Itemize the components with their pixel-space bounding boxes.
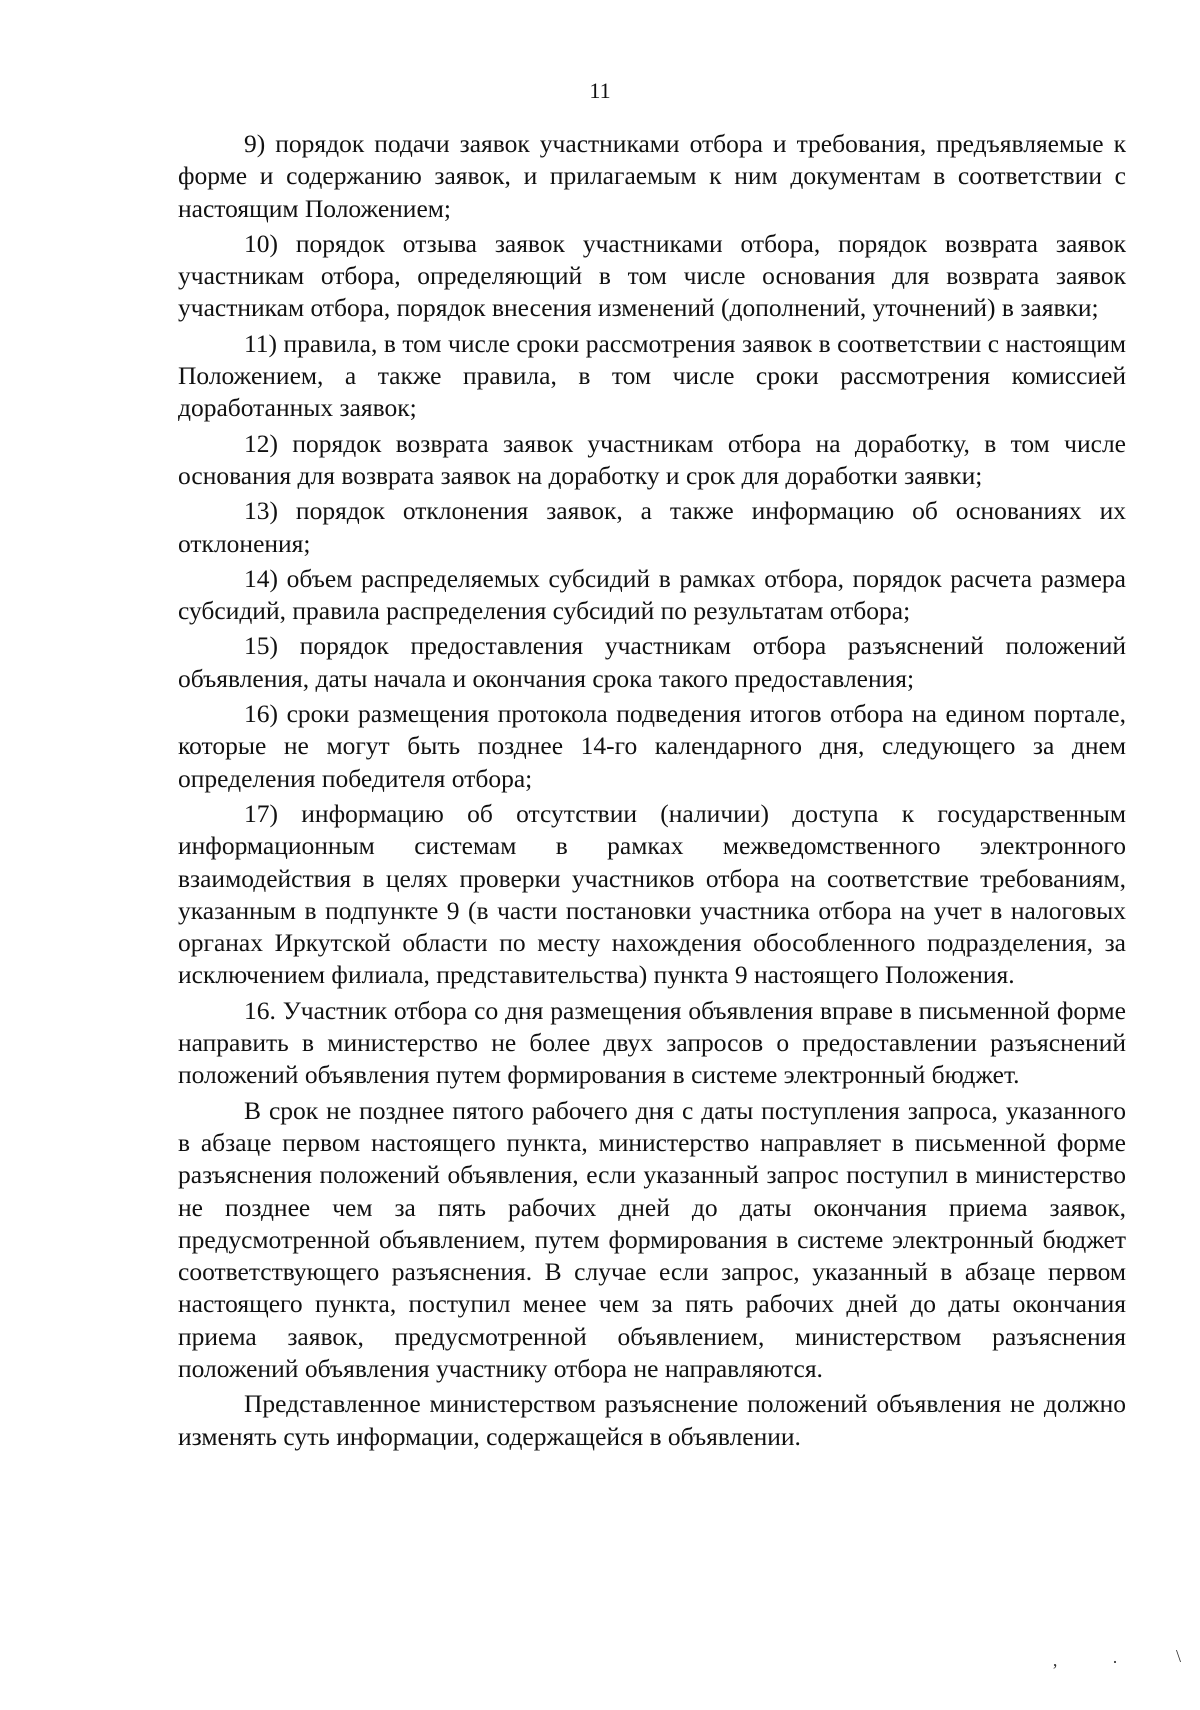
paragraph-item-11: 11) правила, в том числе сроки рассмотрения заявок в соответствии с настоящим Положением, а также правила, в том числе сроки рассмотрения комиссией доработанных заявок;	[178, 328, 1126, 423]
paragraph-item-9: 9) порядок подачи заявок участниками отбора и требования, предъявляемые к форме и содержанию заявок, и прилагаемым к ним документам в соответствии с настоящим Положением;	[178, 129, 1126, 223]
scan-artifact-mark: \	[1176, 1646, 1182, 1666]
paragraph-clause-16-deadline: В срок не позднее пятого рабочего дня с даты поступления запроса, указанного в абзаце первом настоящего пункта, министерство направляет в письменной форме разъяснения положений объявления, если указанный запрос поступил в министерство не позднее чем за пять рабочих дней до даты окончания приема заявок, предусмотренной объявлением, путем формирования в системе электронный бюджет соответствующего разъяснения. В случае если запрос, указанный в абзаце первом настоящего пункта, поступил менее чем за пять рабочих дней до даты окончания приема заявок, предусмотренной объявлением, министерством разъяснения положений объявления участнику отбора не направляются.	[178, 1095, 1126, 1383]
document-body	[178, 128, 1126, 1453]
paragraph-item-13: 13) порядок отклонения заявок, а также информацию об основаниях их отклонения;	[178, 496, 1126, 558]
paragraph-item-17: 17) информацию об отсутствии (наличии) доступа к государственным информационным системам в рамках межведомственного электронного взаимодействия в целях проверки участников отбора на соответствие требованиям, указанным в подпункте 9 (в части постановки участника отбора на учет в налоговых органах Иркутской области по месту нахождения обособленного подразделения, за исключением филиала, представительства) пункта 9 настоящего Положения.	[178, 798, 1126, 990]
paragraph-item-12: 12) порядок возврата заявок участникам отбора на доработку, в том числе основания для возврата заявок на доработку и срок для доработки заявки;	[178, 428, 1126, 490]
paragraph-item-15: 15) порядок предоставления участникам отбора разъяснений положений объявления, даты начала и окончания срока такого предоставления;	[178, 631, 1126, 693]
scan-artifact-mark: ‚	[1052, 1650, 1058, 1670]
paragraph-clause-16: 16. Участник отбора со дня размещения объявления вправе в письменной форме направить в министерство не более двух запросов о предоставлении разъяснений положений объявления путем формирования в системе электронный бюджет.	[178, 995, 1126, 1090]
page-number: 11	[589, 78, 611, 103]
scan-artifact-mark: ·	[1112, 1652, 1118, 1672]
paragraph-item-14: 14) объем распределяемых субсидий в рамках отбора, порядок расчета размера субсидий, правила распределения субсидий по результатам отбора;	[178, 563, 1126, 626]
paragraph-item-10: 10) порядок отзыва заявок участниками отбора, порядок возврата заявок участникам отбора, определяющий в том числе основания для возврата заявок участникам отбора, порядок внесения изменений (дополнений, уточнений) в заявки;	[178, 228, 1126, 323]
paragraph-clause-16-final: Представленное министерством разъяснение положений объявления не должно изменять суть информации, содержащейся в объявлении.	[178, 1389, 1126, 1451]
paragraph-item-16: 16) сроки размещения протокола подведения итогов отбора на едином портале, которые не могут быть позднее 14-го календарного дня, следующего за днем определения победителя отбора;	[178, 699, 1126, 793]
